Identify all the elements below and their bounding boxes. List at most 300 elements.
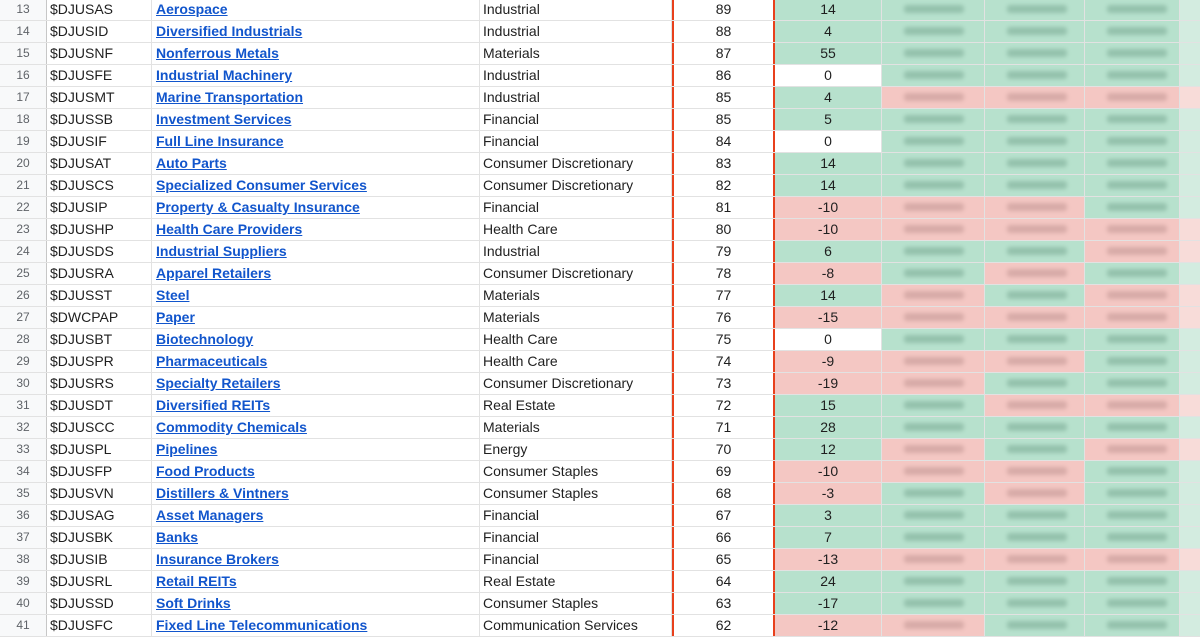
row-number[interactable]: 14 <box>0 21 47 42</box>
change-cell[interactable]: -9 <box>775 351 882 372</box>
industry-link[interactable]: Banks <box>156 529 199 545</box>
redacted-cell[interactable] <box>1180 131 1200 152</box>
row-number[interactable]: 23 <box>0 219 47 240</box>
industry-name-cell[interactable] <box>152 615 480 636</box>
rank-cell[interactable]: 87 <box>672 43 775 64</box>
redacted-cell[interactable] <box>985 615 1085 636</box>
ticker-cell[interactable]: $DJUSPL <box>47 439 152 460</box>
redacted-cell[interactable] <box>1085 351 1180 372</box>
redacted-cell[interactable] <box>1085 87 1180 108</box>
redacted-cell[interactable] <box>882 483 985 504</box>
industry-link[interactable]: Food Products <box>156 463 255 479</box>
row-number[interactable]: 17 <box>0 87 47 108</box>
ticker-cell[interactable]: $DJUSRA <box>47 263 152 284</box>
row-number[interactable]: 27 <box>0 307 47 328</box>
change-cell[interactable]: 6 <box>775 241 882 262</box>
change-cell[interactable]: 55 <box>775 43 882 64</box>
industry-link[interactable]: Marine Transportation <box>156 89 304 105</box>
redacted-cell[interactable] <box>882 351 985 372</box>
redacted-cell[interactable] <box>1180 329 1200 350</box>
redacted-cell[interactable] <box>1180 153 1200 174</box>
industry-link[interactable]: Apparel Retailers <box>156 265 272 281</box>
industry-link[interactable]: Diversified Industrials <box>156 23 303 39</box>
change-cell[interactable]: -17 <box>775 593 882 614</box>
industry-name-cell[interactable] <box>152 87 480 108</box>
redacted-cell[interactable] <box>1180 109 1200 130</box>
redacted-cell[interactable] <box>882 373 985 394</box>
redacted-cell[interactable] <box>1180 527 1200 548</box>
rank-cell[interactable]: 88 <box>672 21 775 42</box>
change-cell[interactable]: -10 <box>775 197 882 218</box>
rank-cell[interactable]: 72 <box>672 395 775 416</box>
redacted-cell[interactable] <box>882 197 985 218</box>
row-number[interactable]: 41 <box>0 615 47 636</box>
rank-cell[interactable]: 82 <box>672 175 775 196</box>
industry-link[interactable]: Distillers & Vintners <box>156 485 289 501</box>
rank-cell[interactable]: 77 <box>672 285 775 306</box>
row-number[interactable]: 39 <box>0 571 47 592</box>
redacted-cell[interactable] <box>882 439 985 460</box>
redacted-cell[interactable] <box>1085 175 1180 196</box>
industry-link[interactable]: Specialty Retailers <box>156 375 281 391</box>
redacted-cell[interactable] <box>1180 417 1200 438</box>
redacted-cell[interactable] <box>882 461 985 482</box>
redacted-cell[interactable] <box>882 109 985 130</box>
rank-cell[interactable]: 67 <box>672 505 775 526</box>
industry-link[interactable]: Commodity Chemicals <box>156 419 307 435</box>
redacted-cell[interactable] <box>882 307 985 328</box>
redacted-cell[interactable] <box>882 175 985 196</box>
industry-link[interactable]: Aerospace <box>156 1 228 17</box>
ticker-cell[interactable]: $DWCPAP <box>47 307 152 328</box>
rank-cell[interactable]: 70 <box>672 439 775 460</box>
row-number[interactable]: 33 <box>0 439 47 460</box>
redacted-cell[interactable] <box>882 571 985 592</box>
industry-link[interactable]: Pipelines <box>156 441 218 457</box>
redacted-cell[interactable] <box>1180 351 1200 372</box>
change-cell[interactable]: 5 <box>775 109 882 130</box>
industry-link[interactable]: Retail REITs <box>156 573 237 589</box>
ticker-cell[interactable]: $DJUSFC <box>47 615 152 636</box>
sector-cell[interactable]: Financial <box>480 131 672 152</box>
change-cell[interactable]: 0 <box>775 131 882 152</box>
industry-name-cell[interactable] <box>152 241 480 262</box>
redacted-cell[interactable] <box>985 505 1085 526</box>
industry-name-cell[interactable] <box>152 43 480 64</box>
rank-cell[interactable]: 76 <box>672 307 775 328</box>
row-number[interactable]: 22 <box>0 197 47 218</box>
redacted-cell[interactable] <box>985 351 1085 372</box>
change-cell[interactable]: 14 <box>775 285 882 306</box>
ticker-cell[interactable]: $DJUSID <box>47 21 152 42</box>
industry-name-cell[interactable] <box>152 197 480 218</box>
rank-cell[interactable]: 85 <box>672 87 775 108</box>
sector-cell[interactable]: Materials <box>480 43 672 64</box>
redacted-cell[interactable] <box>1085 65 1180 86</box>
change-cell[interactable]: -19 <box>775 373 882 394</box>
redacted-cell[interactable] <box>1085 615 1180 636</box>
rank-cell[interactable]: 85 <box>672 109 775 130</box>
redacted-cell[interactable] <box>1085 439 1180 460</box>
change-cell[interactable]: 14 <box>775 0 882 20</box>
row-number[interactable]: 30 <box>0 373 47 394</box>
row-number[interactable]: 36 <box>0 505 47 526</box>
row-number[interactable]: 21 <box>0 175 47 196</box>
industry-name-cell[interactable] <box>152 505 480 526</box>
redacted-cell[interactable] <box>985 373 1085 394</box>
redacted-cell[interactable] <box>985 439 1085 460</box>
redacted-cell[interactable] <box>1085 263 1180 284</box>
ticker-cell[interactable]: $DJUSVN <box>47 483 152 504</box>
row-number[interactable]: 16 <box>0 65 47 86</box>
redacted-cell[interactable] <box>1085 571 1180 592</box>
redacted-cell[interactable] <box>1180 285 1200 306</box>
redacted-cell[interactable] <box>985 197 1085 218</box>
redacted-cell[interactable] <box>1180 0 1200 20</box>
change-cell[interactable]: 15 <box>775 395 882 416</box>
ticker-cell[interactable]: $DJUSIP <box>47 197 152 218</box>
redacted-cell[interactable] <box>1180 263 1200 284</box>
redacted-cell[interactable] <box>985 43 1085 64</box>
redacted-cell[interactable] <box>1180 219 1200 240</box>
ticker-cell[interactable]: $DJUSFE <box>47 65 152 86</box>
sector-cell[interactable]: Consumer Staples <box>480 593 672 614</box>
redacted-cell[interactable] <box>1085 307 1180 328</box>
row-number[interactable]: 20 <box>0 153 47 174</box>
row-number[interactable]: 13 <box>0 0 47 20</box>
redacted-cell[interactable] <box>985 417 1085 438</box>
industry-name-cell[interactable] <box>152 285 480 306</box>
change-cell[interactable]: -10 <box>775 461 882 482</box>
industry-link[interactable]: Pharmaceuticals <box>156 353 268 369</box>
industry-name-cell[interactable] <box>152 0 480 20</box>
change-cell[interactable]: -15 <box>775 307 882 328</box>
industry-link[interactable]: Fixed Line Telecommunications <box>156 617 368 633</box>
row-number[interactable]: 31 <box>0 395 47 416</box>
row-number[interactable]: 28 <box>0 329 47 350</box>
redacted-cell[interactable] <box>1180 87 1200 108</box>
row-number[interactable]: 18 <box>0 109 47 130</box>
rank-cell[interactable]: 74 <box>672 351 775 372</box>
rank-cell[interactable]: 62 <box>672 615 775 636</box>
ticker-cell[interactable]: $DJUSHP <box>47 219 152 240</box>
redacted-cell[interactable] <box>985 527 1085 548</box>
ticker-cell[interactable]: $DJUSCS <box>47 175 152 196</box>
rank-cell[interactable]: 89 <box>672 0 775 20</box>
redacted-cell[interactable] <box>985 0 1085 20</box>
redacted-cell[interactable] <box>882 505 985 526</box>
industry-name-cell[interactable] <box>152 593 480 614</box>
redacted-cell[interactable] <box>882 549 985 570</box>
sector-cell[interactable]: Energy <box>480 439 672 460</box>
redacted-cell[interactable] <box>882 21 985 42</box>
sector-cell[interactable]: Industrial <box>480 65 672 86</box>
rank-cell[interactable]: 63 <box>672 593 775 614</box>
change-cell[interactable]: 24 <box>775 571 882 592</box>
redacted-cell[interactable] <box>985 549 1085 570</box>
redacted-cell[interactable] <box>1180 593 1200 614</box>
change-cell[interactable]: -8 <box>775 263 882 284</box>
ticker-cell[interactable]: $DJUSST <box>47 285 152 306</box>
redacted-cell[interactable] <box>1085 417 1180 438</box>
redacted-cell[interactable] <box>882 329 985 350</box>
redacted-cell[interactable] <box>1085 153 1180 174</box>
redacted-cell[interactable] <box>1085 527 1180 548</box>
row-number[interactable]: 25 <box>0 263 47 284</box>
change-cell[interactable]: 4 <box>775 87 882 108</box>
rank-cell[interactable]: 86 <box>672 65 775 86</box>
sector-cell[interactable]: Real Estate <box>480 395 672 416</box>
redacted-cell[interactable] <box>1180 65 1200 86</box>
redacted-cell[interactable] <box>985 571 1085 592</box>
redacted-cell[interactable] <box>985 395 1085 416</box>
rank-cell[interactable]: 66 <box>672 527 775 548</box>
change-cell[interactable]: -3 <box>775 483 882 504</box>
industry-name-cell[interactable] <box>152 527 480 548</box>
industry-link[interactable]: Paper <box>156 309 195 325</box>
ticker-cell[interactable]: $DJUSSB <box>47 109 152 130</box>
redacted-cell[interactable] <box>985 175 1085 196</box>
redacted-cell[interactable] <box>882 87 985 108</box>
ticker-cell[interactable]: $DJUSRS <box>47 373 152 394</box>
redacted-cell[interactable] <box>1180 241 1200 262</box>
industry-link[interactable]: Asset Managers <box>156 507 264 523</box>
ticker-cell[interactable]: $DJUSFP <box>47 461 152 482</box>
industry-link[interactable]: Biotechnology <box>156 331 254 347</box>
row-number[interactable]: 34 <box>0 461 47 482</box>
industry-link[interactable]: Industrial Suppliers <box>156 243 287 259</box>
redacted-cell[interactable] <box>1085 43 1180 64</box>
change-cell[interactable]: 0 <box>775 65 882 86</box>
change-cell[interactable]: 4 <box>775 21 882 42</box>
industry-name-cell[interactable] <box>152 439 480 460</box>
redacted-cell[interactable] <box>1180 197 1200 218</box>
rank-cell[interactable]: 73 <box>672 373 775 394</box>
sector-cell[interactable]: Industrial <box>480 241 672 262</box>
rank-cell[interactable]: 69 <box>672 461 775 482</box>
change-cell[interactable]: -10 <box>775 219 882 240</box>
redacted-cell[interactable] <box>1180 175 1200 196</box>
redacted-cell[interactable] <box>1085 593 1180 614</box>
redacted-cell[interactable] <box>1085 329 1180 350</box>
industry-name-cell[interactable] <box>152 263 480 284</box>
industry-name-cell[interactable] <box>152 373 480 394</box>
row-number[interactable]: 26 <box>0 285 47 306</box>
sector-cell[interactable]: Financial <box>480 505 672 526</box>
industry-name-cell[interactable] <box>152 109 480 130</box>
rank-cell[interactable]: 84 <box>672 131 775 152</box>
row-number[interactable]: 24 <box>0 241 47 262</box>
redacted-cell[interactable] <box>985 593 1085 614</box>
redacted-cell[interactable] <box>1085 505 1180 526</box>
industry-name-cell[interactable] <box>152 461 480 482</box>
ticker-cell[interactable]: $DJUSDS <box>47 241 152 262</box>
sector-cell[interactable]: Consumer Discretionary <box>480 175 672 196</box>
redacted-cell[interactable] <box>1180 483 1200 504</box>
redacted-cell[interactable] <box>882 219 985 240</box>
change-cell[interactable]: 28 <box>775 417 882 438</box>
redacted-cell[interactable] <box>1085 549 1180 570</box>
redacted-cell[interactable] <box>1085 483 1180 504</box>
redacted-cell[interactable] <box>985 219 1085 240</box>
row-number[interactable]: 35 <box>0 483 47 504</box>
industry-link[interactable]: Auto Parts <box>156 155 227 171</box>
sector-cell[interactable]: Industrial <box>480 21 672 42</box>
industry-name-cell[interactable] <box>152 65 480 86</box>
redacted-cell[interactable] <box>1180 615 1200 636</box>
industry-link[interactable]: Insurance Brokers <box>156 551 279 567</box>
sector-cell[interactable]: Financial <box>480 549 672 570</box>
redacted-cell[interactable] <box>1180 43 1200 64</box>
redacted-cell[interactable] <box>1180 395 1200 416</box>
sector-cell[interactable]: Materials <box>480 285 672 306</box>
industry-name-cell[interactable] <box>152 483 480 504</box>
redacted-cell[interactable] <box>1085 285 1180 306</box>
change-cell[interactable]: 3 <box>775 505 882 526</box>
change-cell[interactable]: 14 <box>775 175 882 196</box>
ticker-cell[interactable]: $DJUSSD <box>47 593 152 614</box>
redacted-cell[interactable] <box>985 153 1085 174</box>
ticker-cell[interactable]: $DJUSAS <box>47 0 152 20</box>
redacted-cell[interactable] <box>882 395 985 416</box>
redacted-cell[interactable] <box>985 87 1085 108</box>
industry-link[interactable]: Specialized Consumer Services <box>156 177 367 193</box>
row-number[interactable]: 29 <box>0 351 47 372</box>
ticker-cell[interactable]: $DJUSNF <box>47 43 152 64</box>
redacted-cell[interactable] <box>882 285 985 306</box>
redacted-cell[interactable] <box>882 417 985 438</box>
row-number[interactable]: 40 <box>0 593 47 614</box>
redacted-cell[interactable] <box>1180 439 1200 460</box>
row-number[interactable]: 19 <box>0 131 47 152</box>
redacted-cell[interactable] <box>882 43 985 64</box>
rank-cell[interactable]: 68 <box>672 483 775 504</box>
industry-name-cell[interactable] <box>152 329 480 350</box>
redacted-cell[interactable] <box>882 615 985 636</box>
ticker-cell[interactable]: $DJUSIB <box>47 549 152 570</box>
industry-name-cell[interactable] <box>152 21 480 42</box>
industry-name-cell[interactable] <box>152 175 480 196</box>
sector-cell[interactable]: Materials <box>480 307 672 328</box>
rank-cell[interactable]: 64 <box>672 571 775 592</box>
sector-cell[interactable]: Consumer Discretionary <box>480 153 672 174</box>
ticker-cell[interactable]: $DJUSAT <box>47 153 152 174</box>
industry-link[interactable]: Health Care Providers <box>156 221 303 237</box>
industry-link[interactable]: Diversified REITs <box>156 397 271 413</box>
redacted-cell[interactable] <box>1085 197 1180 218</box>
sector-cell[interactable]: Consumer Staples <box>480 461 672 482</box>
sector-cell[interactable]: Consumer Staples <box>480 483 672 504</box>
redacted-cell[interactable] <box>985 329 1085 350</box>
industry-name-cell[interactable] <box>152 417 480 438</box>
redacted-cell[interactable] <box>1180 21 1200 42</box>
redacted-cell[interactable] <box>882 263 985 284</box>
redacted-cell[interactable] <box>1180 373 1200 394</box>
rank-cell[interactable]: 75 <box>672 329 775 350</box>
redacted-cell[interactable] <box>1085 461 1180 482</box>
rank-cell[interactable]: 81 <box>672 197 775 218</box>
industry-name-cell[interactable] <box>152 219 480 240</box>
industry-link[interactable]: Investment Services <box>156 111 292 127</box>
rank-cell[interactable]: 79 <box>672 241 775 262</box>
redacted-cell[interactable] <box>985 461 1085 482</box>
redacted-cell[interactable] <box>882 131 985 152</box>
sector-cell[interactable]: Consumer Discretionary <box>480 263 672 284</box>
redacted-cell[interactable] <box>985 241 1085 262</box>
redacted-cell[interactable] <box>1180 549 1200 570</box>
redacted-cell[interactable] <box>882 593 985 614</box>
redacted-cell[interactable] <box>882 153 985 174</box>
ticker-cell[interactable]: $DJUSBT <box>47 329 152 350</box>
redacted-cell[interactable] <box>882 0 985 20</box>
sector-cell[interactable]: Health Care <box>480 351 672 372</box>
redacted-cell[interactable] <box>882 241 985 262</box>
change-cell[interactable]: 7 <box>775 527 882 548</box>
redacted-cell[interactable] <box>1085 373 1180 394</box>
redacted-cell[interactable] <box>1180 571 1200 592</box>
industry-link[interactable]: Property & Casualty Insurance <box>156 199 360 215</box>
industry-name-cell[interactable] <box>152 131 480 152</box>
industry-link[interactable]: Nonferrous Metals <box>156 45 279 61</box>
redacted-cell[interactable] <box>985 21 1085 42</box>
industry-name-cell[interactable] <box>152 571 480 592</box>
sector-cell[interactable]: Real Estate <box>480 571 672 592</box>
redacted-cell[interactable] <box>1085 131 1180 152</box>
sector-cell[interactable]: Financial <box>480 197 672 218</box>
redacted-cell[interactable] <box>1085 0 1180 20</box>
ticker-cell[interactable]: $DJUSIF <box>47 131 152 152</box>
industry-link[interactable]: Full Line Insurance <box>156 133 284 149</box>
ticker-cell[interactable]: $DJUSCC <box>47 417 152 438</box>
industry-name-cell[interactable] <box>152 549 480 570</box>
rank-cell[interactable]: 71 <box>672 417 775 438</box>
redacted-cell[interactable] <box>985 483 1085 504</box>
redacted-cell[interactable] <box>985 307 1085 328</box>
redacted-cell[interactable] <box>1085 109 1180 130</box>
sector-cell[interactable]: Consumer Discretionary <box>480 373 672 394</box>
redacted-cell[interactable] <box>1180 461 1200 482</box>
redacted-cell[interactable] <box>985 131 1085 152</box>
change-cell[interactable]: 12 <box>775 439 882 460</box>
change-cell[interactable]: -12 <box>775 615 882 636</box>
redacted-cell[interactable] <box>882 527 985 548</box>
sector-cell[interactable]: Health Care <box>480 329 672 350</box>
industry-name-cell[interactable] <box>152 351 480 372</box>
sector-cell[interactable]: Financial <box>480 527 672 548</box>
industry-name-cell[interactable] <box>152 395 480 416</box>
industry-link[interactable]: Industrial Machinery <box>156 67 293 83</box>
change-cell[interactable]: -13 <box>775 549 882 570</box>
redacted-cell[interactable] <box>1180 307 1200 328</box>
redacted-cell[interactable] <box>1085 219 1180 240</box>
industry-name-cell[interactable] <box>152 153 480 174</box>
redacted-cell[interactable] <box>985 109 1085 130</box>
rank-cell[interactable]: 83 <box>672 153 775 174</box>
ticker-cell[interactable]: $DJUSMT <box>47 87 152 108</box>
redacted-cell[interactable] <box>1085 241 1180 262</box>
change-cell[interactable]: 14 <box>775 153 882 174</box>
sector-cell[interactable]: Communication Services <box>480 615 672 636</box>
rank-cell[interactable]: 78 <box>672 263 775 284</box>
row-number[interactable]: 38 <box>0 549 47 570</box>
redacted-cell[interactable] <box>985 285 1085 306</box>
row-number[interactable]: 37 <box>0 527 47 548</box>
redacted-cell[interactable] <box>1180 505 1200 526</box>
sector-cell[interactable]: Materials <box>480 417 672 438</box>
sector-cell[interactable]: Industrial <box>480 87 672 108</box>
ticker-cell[interactable]: $DJUSPR <box>47 351 152 372</box>
ticker-cell[interactable]: $DJUSAG <box>47 505 152 526</box>
